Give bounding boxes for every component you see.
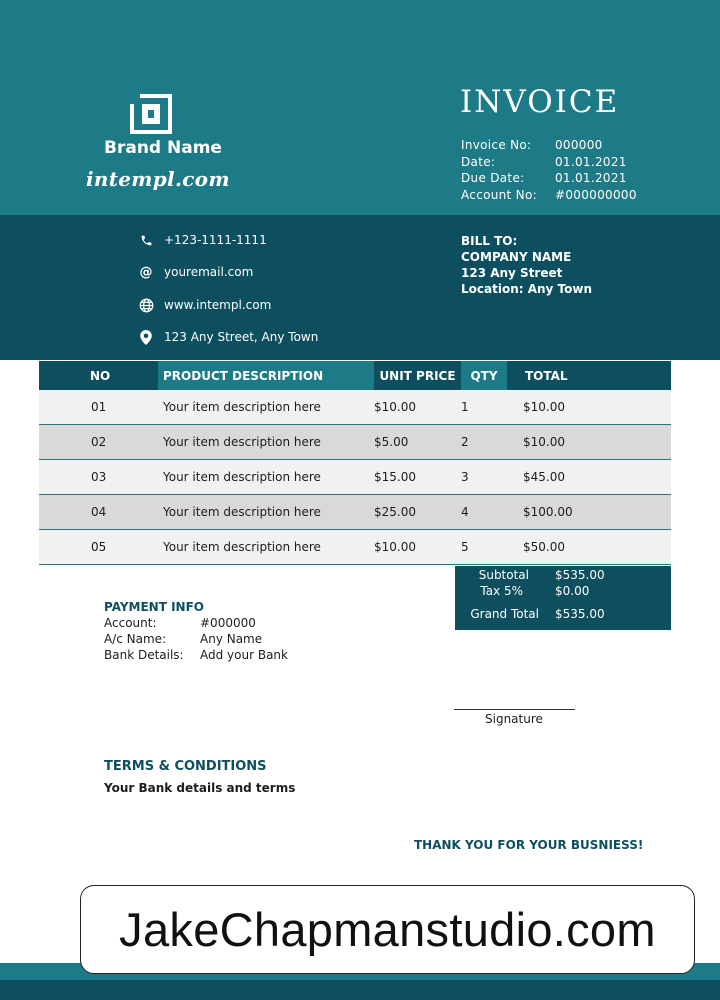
grand-total-value: $535.00	[555, 607, 605, 621]
payment-value: #000000	[200, 616, 256, 630]
bill-to-location: Location: Any Town	[461, 282, 593, 296]
phone-icon	[138, 232, 154, 248]
phone-text: +123-1111-1111	[164, 233, 267, 247]
meta-value: 01.01.2021	[555, 171, 627, 185]
cell-total: $45.00	[523, 470, 565, 484]
contact-web	[138, 297, 271, 313]
payment-label: A/c Name:	[104, 632, 167, 646]
table-row	[39, 495, 671, 530]
cell-unit-price: $10.00	[374, 400, 416, 414]
meta-value: 000000	[555, 138, 603, 152]
payment-bank-row	[104, 648, 288, 662]
contact-email	[138, 264, 253, 280]
tax-value: $0.00	[555, 584, 590, 598]
cell-description: Your item description here	[163, 435, 321, 449]
meta-value: #000000000	[555, 187, 637, 202]
table-row	[39, 425, 671, 460]
contact-band	[0, 215, 720, 360]
payment-label: Bank Details:	[104, 648, 184, 662]
cell-no: 03	[91, 470, 107, 484]
cell-no: 04	[91, 505, 107, 519]
contact-address	[138, 329, 318, 345]
watermark-text: JakeChapmanstudio.com	[119, 903, 656, 956]
grand-total-row	[463, 607, 605, 621]
header-description: PRODUCT DESCRIPTION	[158, 361, 374, 390]
grand-total-label: Grand Total	[470, 607, 539, 621]
meta-label: Due Date:	[461, 171, 525, 185]
cell-qty: 2	[461, 435, 469, 449]
subtotal-value: $535.00	[555, 568, 605, 582]
subtotal-row	[475, 568, 605, 582]
payment-info-title: PAYMENT INFO	[104, 600, 204, 614]
meta-value: 01.01.2021	[555, 154, 627, 169]
table-row	[39, 460, 671, 495]
watermark-banner	[80, 885, 695, 974]
payment-account-row	[104, 616, 256, 630]
web-text: www.intempl.com	[164, 298, 272, 312]
email-text: youremail.com	[164, 265, 254, 279]
brand-website: intempl.com	[86, 167, 230, 191]
bill-to-company: COMPANY NAME	[461, 250, 572, 264]
cell-qty: 5	[461, 540, 469, 554]
bill-to-street: 123 Any Street	[461, 266, 563, 280]
invoice-account-row	[461, 188, 661, 205]
cell-unit-price: $5.00	[374, 435, 409, 449]
bill-to-label: BILL TO:	[461, 234, 518, 248]
cell-unit-price: $25.00	[374, 505, 416, 519]
invoice-number-row	[461, 138, 661, 155]
header-total: TOTAL	[507, 361, 671, 390]
terms-text: Your Bank details and terms	[104, 781, 296, 795]
globe-icon	[138, 297, 154, 313]
header-qty: QTY	[461, 361, 507, 390]
table-header	[39, 361, 671, 390]
cell-unit-price: $10.00	[374, 540, 416, 554]
invoice-meta	[461, 138, 661, 204]
cell-description: Your item description here	[163, 400, 321, 414]
totals-box	[455, 566, 671, 630]
cell-qty: 4	[461, 505, 469, 519]
meta-label: Account No:	[461, 187, 537, 202]
invoice-title: INVOICE	[460, 84, 620, 120]
brand-logo-icon	[128, 92, 174, 136]
signature-label: Signature	[485, 712, 543, 726]
cell-qty: 3	[461, 470, 469, 484]
cell-description: Your item description here	[163, 540, 321, 554]
cell-qty: 1	[461, 400, 469, 414]
cell-total: $10.00	[523, 400, 565, 414]
payment-value: Add your Bank	[200, 648, 288, 662]
cell-no: 05	[91, 540, 107, 554]
bill-to	[461, 233, 592, 297]
table-row	[39, 530, 671, 565]
invoice-date-row	[461, 155, 661, 172]
address-text: 123 Any Street, Any Town	[164, 330, 319, 344]
table-row	[39, 390, 671, 425]
items-table	[39, 361, 671, 565]
cell-no: 02	[91, 435, 107, 449]
meta-label: Date:	[461, 154, 496, 169]
payment-value: Any Name	[200, 632, 263, 646]
cell-total: $50.00	[523, 540, 565, 554]
subtotal-label: Subtotal	[478, 568, 529, 582]
signature-line	[454, 709, 575, 710]
contact-phone	[138, 232, 267, 248]
cell-no: 01	[91, 400, 107, 414]
cell-description: Your item description here	[163, 505, 321, 519]
brand-name: Brand Name	[104, 138, 222, 158]
cell-unit-price: $15.00	[374, 470, 416, 484]
meta-label: Invoice No:	[461, 138, 532, 152]
cell-description: Your item description here	[163, 470, 321, 484]
header-no: NO	[39, 361, 158, 390]
map-pin-icon	[138, 329, 154, 345]
header-unit-price: UNIT PRICE	[374, 361, 461, 390]
cell-total: $100.00	[523, 505, 573, 519]
tax-label: Tax 5%	[480, 584, 523, 598]
payment-name-row	[104, 632, 262, 646]
terms-title: TERMS & CONDITIONS	[104, 759, 267, 774]
cell-total: $10.00	[523, 435, 565, 449]
footer-band-dark	[0, 980, 720, 1000]
thank-you-message: THANK YOU FOR YOUR BUSNIESS!	[414, 838, 644, 852]
tax-row	[475, 584, 589, 598]
invoice-due-date-row	[461, 171, 661, 188]
at-sign-icon: @	[139, 264, 153, 280]
payment-label: Account:	[104, 616, 157, 630]
